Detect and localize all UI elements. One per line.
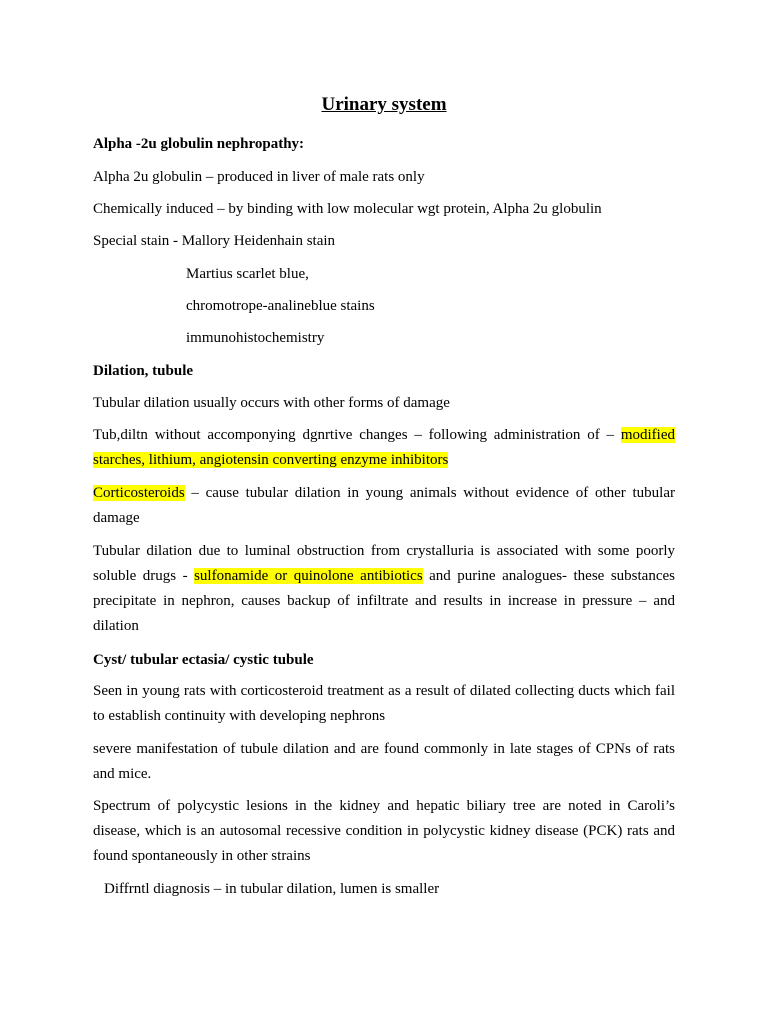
stain-item: Martius scarlet blue,	[186, 266, 309, 282]
paragraph-text: – cause tubular dilation in young animals without evidence of other tubular damage	[93, 485, 675, 526]
cyst-paragraph-1: Seen in young rats with corticosteroid treatment as a result of dilated collecting ducts which fail to establish continuity with developing nephrons	[93, 683, 675, 724]
differential-diagnosis-line: Diffrntl diagnosis – in tubular dilation, lumen is smaller	[104, 881, 440, 897]
dilation-paragraph-4	[93, 539, 675, 639]
alpha-2u-line-2: Chemically induced – by binding with low molecular wgt protein, Alpha 2u globulin	[93, 201, 602, 217]
highlighted-text: Corticosteroids	[93, 485, 185, 501]
highlighted-text: modified starches, lithium, angiotensin converting enzyme inhibitors	[93, 427, 675, 468]
page-title: Urinary system	[321, 94, 447, 115]
special-stain-label: Special stain - Mallory Heidenhain stain	[93, 233, 336, 249]
section-heading-dilation: Dilation, tubule	[93, 363, 194, 379]
dilation-paragraph-3	[93, 481, 675, 531]
dilation-line-1: Tubular dilation usually occurs with other forms of damage	[93, 395, 450, 411]
alpha-2u-line-1: Alpha 2u globulin – produced in liver of male rats only	[93, 169, 425, 185]
section-heading-cyst: Cyst/ tubular ectasia/ cystic tubule	[93, 652, 314, 668]
cyst-paragraph-2: severe manifestation of tubule dilation and are found commonly in late stages of CPNs of rats and mice.	[93, 741, 675, 782]
highlighted-text: sulfonamide or quinolone antibiotics	[194, 568, 423, 584]
dilation-paragraph-2	[93, 423, 675, 473]
paragraph-text: and purine analogues- these substances precipitate in nephron, causes backup of infiltrate and results in increase in pressure – and dilation	[93, 568, 675, 634]
stain-item: immunohistochemistry	[186, 330, 325, 346]
stain-item: chromotrope-analineblue stains	[186, 298, 375, 314]
cyst-paragraph-3: Spectrum of polycystic lesions in the kidney and hepatic biliary tree are noted in Caroli’s disease, which is an autosomal recessive condition in polycystic kidney disease (PCK) rats and found spontaneously in other strains	[93, 798, 675, 864]
paragraph-text: Tubular dilation due to luminal obstruction from crystalluria is associated with some poorly soluble drugs -	[93, 543, 675, 584]
paragraph-text: Tub,diltn without accomponying dgnrtive changes – following administration of –	[93, 427, 621, 443]
section-heading-alpha-2u: Alpha -2u globulin nephropathy:	[93, 136, 305, 152]
